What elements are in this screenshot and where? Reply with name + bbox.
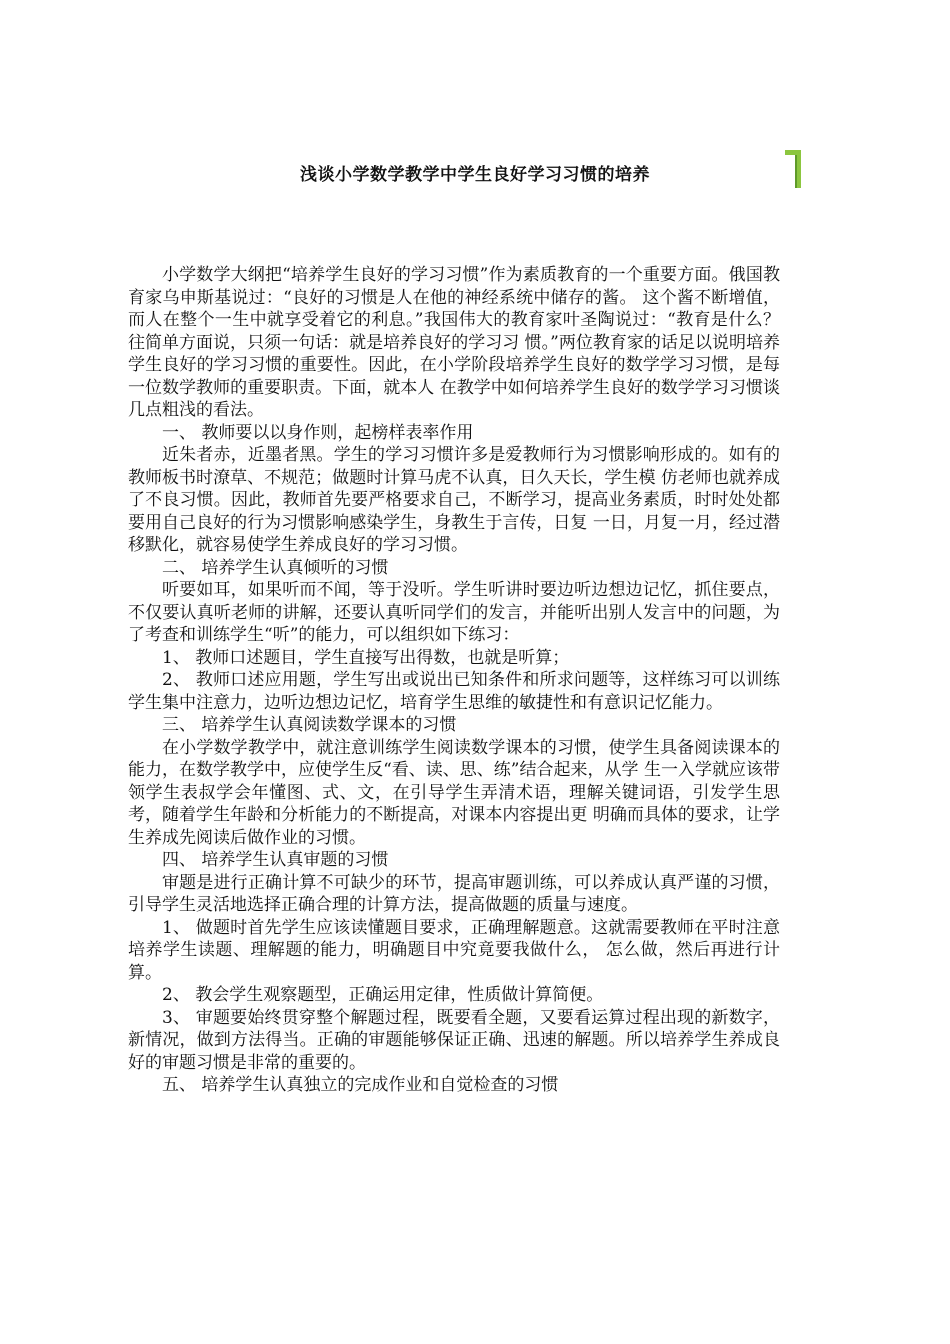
section-heading-2: 二、 培养学生认真倾听的习惯 <box>162 557 389 578</box>
list-item: 1、 做题时首先学生应该读懂题目要求，正确理解题意。这就需要教师在平时注意培养学生读题、理解题的能力，明确题目中究竟要我做什么， 怎么做，然后再进行计算。 <box>128 917 780 983</box>
paragraph-intro: 小学数学大纲把“培养学生良好的学习习惯”作为素质教育的一个重要方面。俄国教育家乌申斯基说过：“良好的习惯是人在他的神经系统中储存的酱。 这个酱不断增值，而人在整个一生中就享受着它的利息。”我国伟大的教育家叶圣陶说过：“教育是什么？往简单方面说，只须一句话：就是培养良好的学习习 惯。”两位教育家的话足以说明培养学生良好的学习习惯的重要性。因此，在小学阶段培养学生良好的数学学习习惯，是每一位数学教师的重要职责。下面，就本人 在教学中如何培养学生良好的数学学习习惯谈几点粗浅的看法。 <box>128 265 780 420</box>
paragraph: 在小学数学教学中，就注意训练学生阅读数学课本的习惯，使学生具备阅读课本的能力，在数学教学中，应使学生反“看、读、思、练”结合起来，从学 生一入学就应该带领学生表叔学会年懂图、式、文，在引导学生弄清术语，理解关键词语，引发学生思考，随着学生年龄和分析能力的不断提高，对课本内容提出更 明确而具体的要求，让学生养成先阅读后做作业的习惯。 <box>128 737 780 848</box>
paragraph: 近朱者赤，近墨者黑。学生的学习习惯许多是爱教师行为习惯影响形成的。如有的教师板书时潦草、不规范；做题时计算马虎不认真，日久天长，学生模 仿老师也就养成了不良习惯。因此，教师首先要严格要求自己，不断学习，提高业务素质，时时处处都要用自己良好的行为习惯影响感染学生，身教生于言传，日复 一日，月复一月，经过潜移默化，就容易使学生养成良好的学习习惯。 <box>128 445 780 555</box>
section-heading-3: 三、 培养学生认真阅读数学课本的习惯 <box>162 715 457 735</box>
paragraph: 审题是进行正确计算不可缺少的环节，提高审题训练，可以养成认真严谨的习惯，引导学生灵活地选择正确合理的计算方法，提高做题的质量与速度。 <box>128 872 780 915</box>
section-heading-4: 四、 培养学生认真审题的习惯 <box>162 850 389 870</box>
document-title: 浅谈小学数学教学中学生良好学习习惯的培养 <box>300 165 650 185</box>
list-item: 2、 教师口述应用题，学生写出或说出已知条件和所求问题等，这样练习可以训练学生集中注意力，边听边想边记忆，培育学生思维的敏捷性和有意识记忆能力。 <box>128 670 780 713</box>
document-body <box>128 264 780 1097</box>
section-heading-5: 五、 培养学生认真独立的完成作业和自觉检查的习惯 <box>162 1075 559 1095</box>
paragraph: 听要如耳，如果听而不闻，等于没听。学生听讲时要边听边想边记忆，抓住要点，不仅要认真听老师的讲解，还要认真听同学们的发言，并能听出别人发言中的问题，为了考查和训练学生“听”的能力，可以组织如下练习： <box>128 580 780 645</box>
list-item: 1、 教师口述题目，学生直接写出得数，也就是听算； <box>162 647 570 668</box>
list-item: 3、 审题要始终贯穿整个解题过程，既要看全题，又要看运算过程出现的新数字，新情况，做到方法得当。正确的审题能够保证正确、迅速的解题。所以培养学生养成良好的审题习惯是非常的重要的。 <box>128 1007 780 1073</box>
section-heading-1: 一、 教师要以以身作则，起榜样表率作用 <box>162 422 474 443</box>
list-item: 2、 教会学生观察题型，正确运用定律，性质做计算简便。 <box>162 985 604 1005</box>
